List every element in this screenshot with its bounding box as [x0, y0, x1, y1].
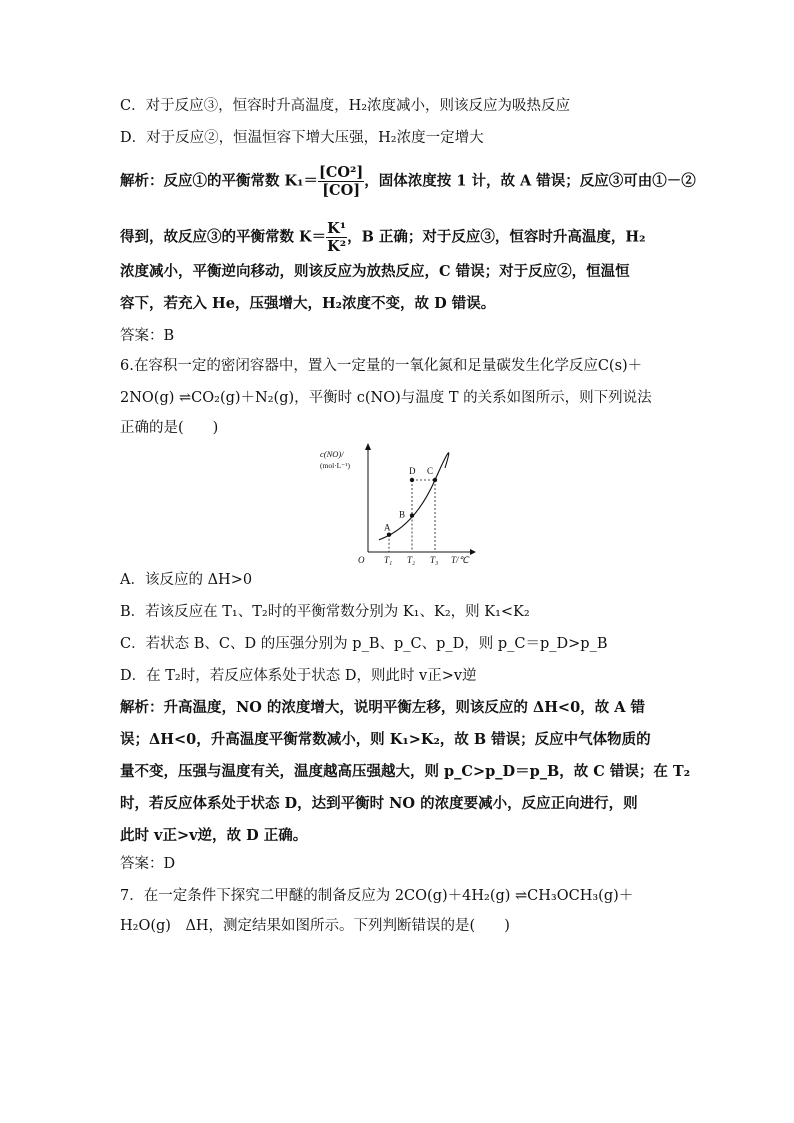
fraction-numerator: [CO²] [319, 164, 364, 181]
plot-area [379, 453, 449, 565]
point-d [410, 478, 414, 482]
x-axis-label: T/℃ [451, 555, 469, 565]
q7-stem-line-1: 7．在一定条件下探究二甲醚的制备反应为 2CO(g)＋4H₂(g) ⇌CH₃OCH₃(g)＋ [120, 888, 634, 904]
fraction-denominator: K² [327, 238, 347, 255]
q6-option-b: B．若该反应在 T₁、T₂时的平衡常数分别为 K₁、K₂，则 K₁<K₂ [120, 604, 530, 620]
q5-solution-line-4: 容下，若充入 He，压强增大，H₂浓度不变，故 D 错误。 [120, 295, 496, 312]
q5-option-c: C．对于反应③，恒容时升高温度，H₂浓度减小，则该反应为吸热反应 [120, 98, 571, 114]
fraction-denominator: [CO] [322, 182, 361, 199]
q6-stem-line-2: 2NO(g) ⇌CO₂(g)＋N₂(g)，平衡时 c(NO)与温度 T 的关系如图所示，则下列说法 [120, 390, 652, 406]
tick-label: T₂ [407, 555, 416, 565]
q6-option-d: D．在 T₂时，若反应体系处于状态 D，则此时 v正>v逆 [120, 668, 477, 684]
q6-answer: 答案：D [120, 856, 176, 872]
q6-solution-line-2: 误；ΔH<0，升高温度平衡常数减小，则 K₁>K₂，故 B 错误；反应中气体物质的 [120, 731, 651, 748]
q6-option-a: A．该反应的 ΔH>0 [120, 572, 253, 588]
q5-solution-line-2-tail: ，B 正确；对于反应③，恒容时升高温度，H₂ [347, 228, 646, 246]
point-a [387, 533, 391, 537]
point-c [433, 478, 437, 482]
tick-label: T₃ [430, 555, 439, 565]
q6-stem-line-3: 正确的是( ) [120, 420, 219, 436]
tick-label: T₁ [384, 555, 393, 565]
y-axis-label-line-1: c(NO)/ [320, 449, 344, 459]
fraction-numerator: K¹ [327, 220, 347, 237]
q7-stem-line-2: H₂O(g) ΔH，测定结果如图所示。下列判断错误的是( ) [120, 918, 510, 934]
fraction-k [326, 220, 347, 255]
q5-solution-tail: ，固体浓度按 1 计，故 A 错误；反应③可由①－② [364, 172, 696, 190]
cno-temperature-graph [318, 442, 478, 570]
q6-solution-line-4: 时，若反应体系处于状态 D，达到平衡时 NO 的浓度要减小，反应正向进行，则 [120, 795, 638, 812]
point-b [410, 513, 414, 517]
y-axis-arrow [365, 443, 371, 450]
origin-label: O [358, 555, 365, 565]
point-label-b: B [399, 509, 406, 520]
q6-solution-line-3: 量不变，压强与温度有关，温度越高压强越大，则 p_C>p_D＝p_B，故 C 错误；在 T₂ [120, 763, 691, 780]
y-axis-label-line-2: (mol·L⁻¹) [320, 461, 350, 470]
q5-solution-prefix: 解析：反应①的平衡常数 K₁＝ [120, 172, 319, 190]
q5-answer: 答案：B [120, 328, 175, 344]
q6-solution-line-1: 解析：升高温度，NO 的浓度增大，说明平衡左移，则该反应的 ΔH<0，故 A 错 [120, 699, 646, 716]
point-label-d: D [409, 466, 416, 476]
point-label-c: C [427, 466, 434, 476]
q6-option-c: C．若状态 B、C、D 的压强分别为 p_B、p_C、p_D，则 p_C＝p_D>p_B [120, 636, 608, 652]
q6-solution-line-5: 此时 v正>v逆，故 D 正确。 [120, 827, 308, 844]
fraction-k1 [318, 164, 364, 199]
q5-option-d: D．对于反应②，恒温恒容下增大压强，H₂浓度一定增大 [120, 130, 484, 146]
q5-solution-line-2-head: 得到，故反应③的平衡常数 K＝ [120, 228, 327, 246]
q6-stem-line-1: 6.在容积一定的密闭容器中，置入一定量的一氧化氮和足量碳发生化学反应C(s)＋ [120, 358, 643, 374]
point-label-a: A [384, 522, 391, 533]
q5-solution-line-2 [120, 220, 645, 255]
q5-solution-line-3: 浓度减小，平衡逆向移动，则该反应为放热反应，C 错误；对于反应②，恒温恒 [120, 263, 630, 280]
q5-solution-line-1 [120, 164, 696, 199]
x-axis-arrow [470, 549, 476, 555]
